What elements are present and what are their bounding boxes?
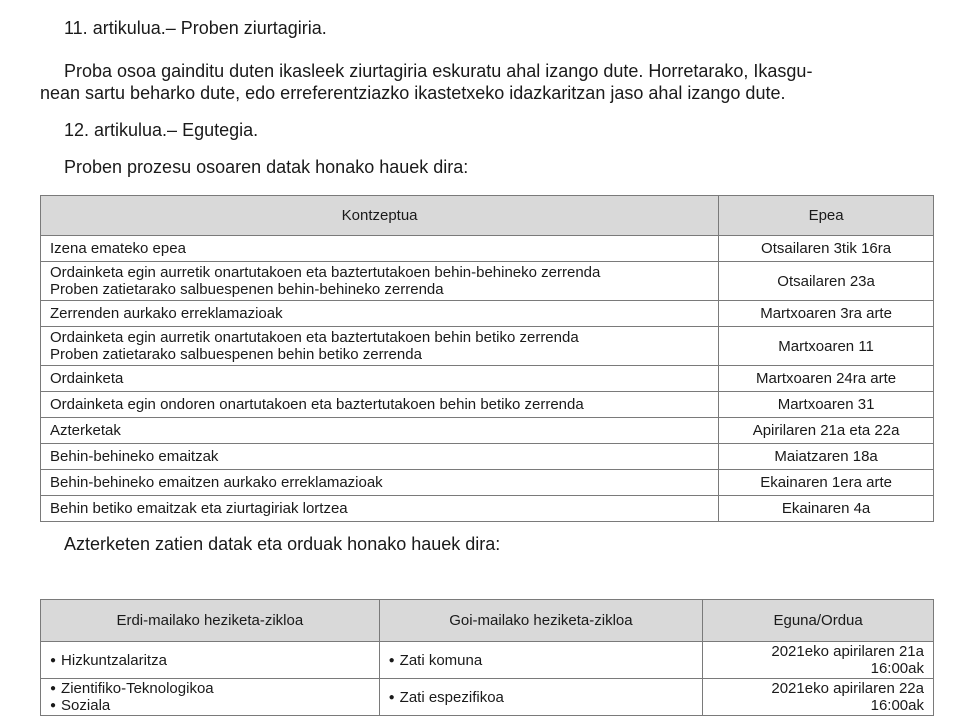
- header-epea: Epea: [719, 196, 934, 236]
- date-cell: Otsailaren 3tik 16ra: [719, 236, 934, 262]
- concept-line: Azterketak: [50, 422, 121, 439]
- exam-time: 16:00ak: [870, 660, 924, 677]
- erdi-item: ● Zientifiko-Teknologikoa: [50, 680, 370, 697]
- calendar-intro: Proben prozesu osoaren datak honako hauek dira:: [64, 157, 469, 177]
- concept-cell: [41, 262, 719, 301]
- date-cell: Martxoaren 31: [719, 392, 934, 418]
- erdi-cell: [41, 679, 380, 716]
- goi-item: ● Zati komuna: [389, 652, 694, 669]
- table-row: [41, 470, 934, 496]
- concept-cell: [41, 392, 719, 418]
- table-row: [41, 444, 934, 470]
- concept-line: Ordainketa egin ondoren onartutakoen eta baztertutakoen behin betiko zerrenda: [50, 396, 584, 413]
- date-cell: Martxoaren 24ra arte: [719, 366, 934, 392]
- concept-cell: [41, 470, 719, 496]
- article-11-paragraph-line-1: Proba osoa gainditu duten ikasleek ziurtagiria eskuratu ahal izango dute. Horretarako, Ikasgu-: [64, 61, 813, 81]
- concept-line: Ordainketa egin aurretik onartutakoen eta baztertutakoen behin betiko zerrenda: [50, 329, 579, 346]
- concept-line: Proben zatietarako salbuespenen behin betiko zerrenda: [50, 346, 422, 363]
- exams-intro: Azterketen zatien datak eta orduak honako hauek dira:: [64, 534, 501, 554]
- article-11-heading: 11. artikulua.– Proben ziurtagiria.: [64, 18, 327, 38]
- concept-cell: [41, 236, 719, 262]
- goi-cell: [379, 642, 703, 679]
- date-cell: Otsailaren 23a: [719, 262, 934, 301]
- table-row: [41, 679, 934, 716]
- concept-cell: [41, 327, 719, 366]
- exam-time: 16:00ak: [870, 697, 924, 714]
- concept-line: Izena emateko epea: [50, 240, 186, 257]
- table-row: [41, 366, 934, 392]
- table-row: [41, 301, 934, 327]
- table-row: [41, 496, 934, 522]
- date-cell: Apirilaren 21a eta 22a: [719, 418, 934, 444]
- concept-line: Behin betiko emaitzak eta ziurtagiriak lortzea: [50, 500, 348, 517]
- erdi-item: ● Hizkuntzalaritza: [50, 652, 370, 669]
- concept-cell: [41, 366, 719, 392]
- exams-table: [40, 599, 934, 716]
- concept-line: Behin-behineko emaitzak: [50, 448, 219, 465]
- table-row: [41, 262, 934, 301]
- header-kontzeptua: Kontzeptua: [41, 196, 719, 236]
- concept-line: Ordainketa: [50, 370, 124, 387]
- concept-line: Ordainketa egin aurretik onartutakoen eta baztertutakoen behin-behineko zerrenda: [50, 264, 601, 281]
- date-cell: Ekainaren 1era arte: [719, 470, 934, 496]
- date-cell: Martxoaren 3ra arte: [719, 301, 934, 327]
- article-12-heading: 12. artikulua.– Egutegia.: [64, 120, 259, 140]
- goi-item: ● Zati espezifikoa: [389, 689, 694, 706]
- date-cell: Maiatzaren 18a: [719, 444, 934, 470]
- concept-cell: [41, 301, 719, 327]
- concept-cell: [41, 444, 719, 470]
- table-row: [41, 418, 934, 444]
- header-eguna-ordua: Eguna/Ordua: [703, 600, 934, 642]
- erdi-item: ● Soziala: [50, 697, 370, 714]
- concept-line: Behin-behineko emaitzen aurkako erreklamazioak: [50, 474, 383, 491]
- erdi-cell: [41, 642, 380, 679]
- header-goi-mailako: Goi-mailako heziketa-zikloa: [379, 600, 703, 642]
- date-cell: Ekainaren 4a: [719, 496, 934, 522]
- date-time-cell: [703, 642, 934, 679]
- header-erdi-mailako: Erdi-mailako heziketa-zikloa: [41, 600, 380, 642]
- calendar-table: [40, 195, 934, 522]
- table-row: [41, 327, 934, 366]
- date-time-cell: [703, 679, 934, 716]
- table-row: [41, 642, 934, 679]
- concept-line: Proben zatietarako salbuespenen behin-behineko zerrenda: [50, 281, 444, 298]
- table-row: [41, 236, 934, 262]
- article-11-paragraph-line-2: nean sartu beharko dute, edo erreferentziazko ikastetxeko idazkaritzan jaso ahal izango dute.: [40, 83, 786, 103]
- exams-header-row: [41, 600, 934, 642]
- exam-date: 2021eko apirilaren 21a: [771, 643, 924, 660]
- exam-date: 2021eko apirilaren 22a: [771, 680, 924, 697]
- date-cell: Martxoaren 11: [719, 327, 934, 366]
- goi-cell: [379, 679, 703, 716]
- concept-line: Zerrenden aurkako erreklamazioak: [50, 305, 283, 322]
- calendar-header-row: [41, 196, 934, 236]
- concept-cell: [41, 496, 719, 522]
- table-row: [41, 392, 934, 418]
- concept-cell: [41, 418, 719, 444]
